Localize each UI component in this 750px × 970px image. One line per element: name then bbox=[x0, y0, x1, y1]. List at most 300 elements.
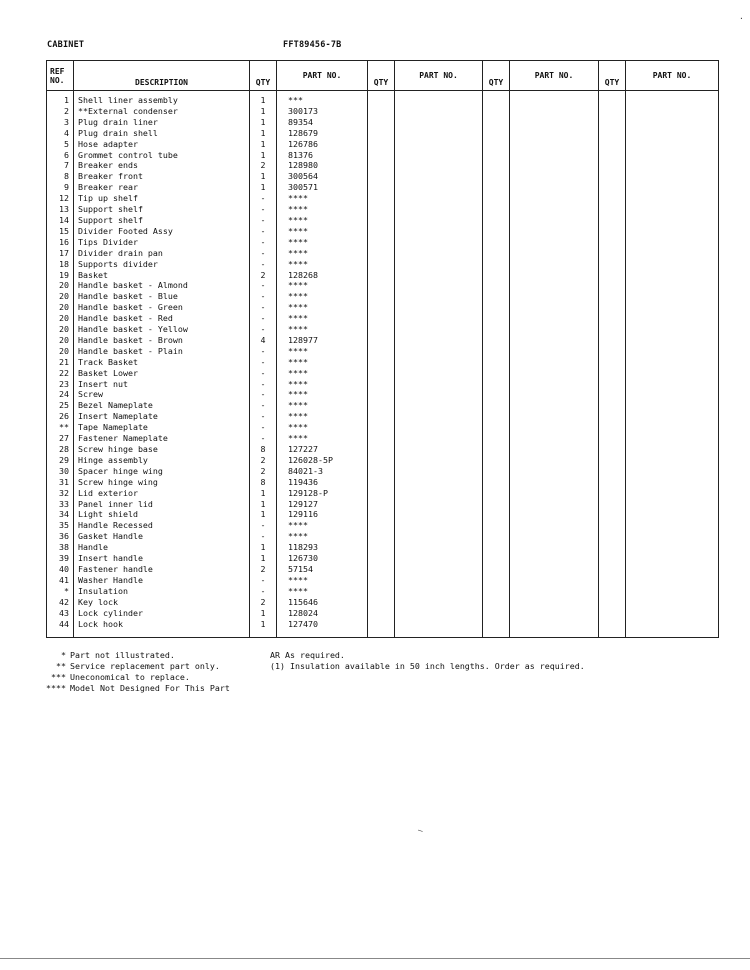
part-no-cell: 128024 bbox=[277, 608, 368, 619]
empty-cell bbox=[395, 160, 483, 171]
empty-cell bbox=[626, 542, 719, 553]
description-cell: Screw hinge base bbox=[74, 444, 250, 455]
ref-no-cell: 3 bbox=[47, 117, 74, 128]
empty-cell bbox=[395, 379, 483, 390]
footnote-symbol: * bbox=[61, 650, 66, 660]
empty-cell bbox=[483, 346, 510, 357]
empty-cell bbox=[599, 379, 626, 390]
footnote-text: Model Not Designed For This Part bbox=[70, 682, 230, 693]
qty-cell: 2 bbox=[250, 597, 277, 608]
ref-no-cell: ** bbox=[47, 422, 74, 433]
empty-cell bbox=[510, 291, 599, 302]
empty-cell bbox=[395, 433, 483, 444]
table-row bbox=[47, 324, 719, 335]
empty-cell bbox=[368, 477, 395, 488]
empty-cell bbox=[483, 128, 510, 139]
qty-cell: 1 bbox=[250, 619, 277, 630]
header-part-no: PART NO. bbox=[510, 61, 599, 91]
part-no-cell: 118293 bbox=[277, 542, 368, 553]
empty-cell bbox=[599, 542, 626, 553]
qty-cell: 8 bbox=[250, 477, 277, 488]
empty-cell bbox=[395, 193, 483, 204]
ref-no-cell: 20 bbox=[47, 346, 74, 357]
part-no-cell: **** bbox=[277, 215, 368, 226]
description-cell: Handle basket - Green bbox=[74, 302, 250, 313]
table-row bbox=[47, 586, 719, 597]
empty-cell bbox=[395, 509, 483, 520]
qty-cell: - bbox=[250, 302, 277, 313]
empty-cell bbox=[599, 499, 626, 510]
table-row bbox=[47, 575, 719, 586]
footnote-item bbox=[40, 650, 230, 661]
ref-no-cell: 25 bbox=[47, 400, 74, 411]
footnotes-legend bbox=[40, 650, 230, 694]
empty-cell bbox=[599, 477, 626, 488]
empty-cell bbox=[626, 389, 719, 400]
empty-cell bbox=[510, 324, 599, 335]
ref-no-cell: 30 bbox=[47, 466, 74, 477]
part-no-cell: **** bbox=[277, 248, 368, 259]
empty-cell bbox=[626, 509, 719, 520]
empty-cell bbox=[483, 106, 510, 117]
ref-no-cell: 24 bbox=[47, 389, 74, 400]
empty-cell bbox=[395, 400, 483, 411]
empty-cell bbox=[395, 477, 483, 488]
empty-cell bbox=[368, 542, 395, 553]
empty-cell bbox=[368, 280, 395, 291]
empty-cell bbox=[510, 400, 599, 411]
table-row bbox=[47, 608, 719, 619]
empty-cell bbox=[368, 313, 395, 324]
empty-cell bbox=[395, 259, 483, 270]
ref-no-cell: 29 bbox=[47, 455, 74, 466]
empty-cell bbox=[626, 477, 719, 488]
part-no-cell: **** bbox=[277, 313, 368, 324]
description-cell: Handle basket - Blue bbox=[74, 291, 250, 302]
ref-no-cell: 27 bbox=[47, 433, 74, 444]
footnote-item bbox=[40, 672, 230, 683]
qty-cell: 2 bbox=[250, 160, 277, 171]
description-cell: Basket Lower bbox=[74, 368, 250, 379]
empty-cell bbox=[368, 357, 395, 368]
description-cell: Insert nut bbox=[74, 379, 250, 390]
footnote-text: Uneconomical to replace. bbox=[70, 671, 190, 682]
empty-cell bbox=[626, 106, 719, 117]
table-row bbox=[47, 619, 719, 630]
page-title: CABINET bbox=[47, 40, 85, 50]
description-cell: Shell liner assembly bbox=[74, 91, 250, 106]
empty-cell bbox=[395, 226, 483, 237]
empty-cell bbox=[599, 520, 626, 531]
empty-cell bbox=[483, 520, 510, 531]
table-row bbox=[47, 466, 719, 477]
empty-cell bbox=[626, 91, 719, 106]
empty-cell bbox=[510, 444, 599, 455]
empty-cell bbox=[483, 259, 510, 270]
ref-no-cell: 2 bbox=[47, 106, 74, 117]
scan-edge-line bbox=[0, 958, 750, 959]
empty-cell bbox=[395, 422, 483, 433]
empty-cell bbox=[483, 597, 510, 608]
ref-no-cell: 20 bbox=[47, 280, 74, 291]
table-row bbox=[47, 259, 719, 270]
empty-cell bbox=[599, 411, 626, 422]
empty-cell bbox=[599, 444, 626, 455]
ref-no-cell: 21 bbox=[47, 357, 74, 368]
empty-cell bbox=[483, 171, 510, 182]
ref-no-cell: 33 bbox=[47, 499, 74, 510]
empty-cell bbox=[483, 302, 510, 313]
empty-cell bbox=[395, 608, 483, 619]
empty-cell bbox=[368, 411, 395, 422]
empty-cell bbox=[510, 128, 599, 139]
empty-cell bbox=[483, 509, 510, 520]
part-no-cell: **** bbox=[277, 379, 368, 390]
empty-cell bbox=[483, 291, 510, 302]
qty-cell: - bbox=[250, 204, 277, 215]
footnotes-extra bbox=[270, 650, 585, 672]
description-cell: Grommet control tube bbox=[74, 150, 250, 161]
empty-cell bbox=[626, 117, 719, 128]
ref-no-cell: 20 bbox=[47, 335, 74, 346]
empty-cell bbox=[395, 204, 483, 215]
ref-no-cell: 1 bbox=[47, 91, 74, 106]
empty-cell bbox=[483, 182, 510, 193]
qty-cell: - bbox=[250, 379, 277, 390]
empty-cell bbox=[368, 270, 395, 281]
table-row bbox=[47, 597, 719, 608]
description-cell: Handle basket - Yellow bbox=[74, 324, 250, 335]
empty-cell bbox=[368, 91, 395, 106]
empty-cell bbox=[599, 509, 626, 520]
description-cell: Insert handle bbox=[74, 553, 250, 564]
footnote-item bbox=[40, 661, 230, 672]
header-qty: QTY bbox=[368, 61, 395, 91]
description-cell: Gasket Handle bbox=[74, 531, 250, 542]
empty-cell bbox=[510, 477, 599, 488]
part-no-cell: **** bbox=[277, 575, 368, 586]
description-cell: Panel inner lid bbox=[74, 499, 250, 510]
table-row bbox=[47, 346, 719, 357]
empty-cell bbox=[368, 248, 395, 259]
part-no-cell: 89354 bbox=[277, 117, 368, 128]
empty-cell bbox=[483, 226, 510, 237]
empty-cell bbox=[368, 346, 395, 357]
empty-cell bbox=[395, 139, 483, 150]
part-no-cell: **** bbox=[277, 433, 368, 444]
qty-cell: - bbox=[250, 411, 277, 422]
empty-cell bbox=[599, 150, 626, 161]
description-cell: Divider drain pan bbox=[74, 248, 250, 259]
empty-cell bbox=[626, 291, 719, 302]
empty-cell bbox=[368, 520, 395, 531]
part-no-cell: 129116 bbox=[277, 509, 368, 520]
table-row bbox=[47, 139, 719, 150]
empty-cell bbox=[510, 346, 599, 357]
empty-cell bbox=[395, 553, 483, 564]
empty-cell bbox=[626, 422, 719, 433]
table-row bbox=[47, 488, 719, 499]
empty-cell bbox=[483, 215, 510, 226]
empty-cell bbox=[510, 368, 599, 379]
footnote-symbol: **** bbox=[46, 682, 66, 693]
header-description: DESCRIPTION bbox=[74, 61, 250, 91]
empty-cell bbox=[510, 335, 599, 346]
table-row bbox=[47, 444, 719, 455]
empty-cell bbox=[599, 368, 626, 379]
empty-cell bbox=[368, 619, 395, 630]
empty-cell bbox=[510, 248, 599, 259]
empty-cell bbox=[483, 422, 510, 433]
ref-no-cell: 6 bbox=[47, 150, 74, 161]
empty-cell bbox=[395, 531, 483, 542]
table-row bbox=[47, 302, 719, 313]
description-cell: Breaker rear bbox=[74, 182, 250, 193]
ref-no-cell: 35 bbox=[47, 520, 74, 531]
empty-cell bbox=[510, 150, 599, 161]
empty-cell bbox=[483, 280, 510, 291]
empty-cell bbox=[626, 171, 719, 182]
empty-cell bbox=[599, 433, 626, 444]
empty-cell bbox=[510, 389, 599, 400]
empty-cell bbox=[395, 150, 483, 161]
empty-cell bbox=[368, 389, 395, 400]
part-no-cell: 126730 bbox=[277, 553, 368, 564]
qty-cell: - bbox=[250, 226, 277, 237]
part-no-cell: 81376 bbox=[277, 150, 368, 161]
empty-cell bbox=[395, 91, 483, 106]
empty-cell bbox=[395, 182, 483, 193]
description-cell: Plug drain shell bbox=[74, 128, 250, 139]
empty-cell bbox=[626, 379, 719, 390]
empty-cell bbox=[599, 139, 626, 150]
empty-cell bbox=[483, 433, 510, 444]
empty-cell bbox=[368, 204, 395, 215]
empty-cell bbox=[368, 531, 395, 542]
part-no-cell: **** bbox=[277, 302, 368, 313]
empty-cell bbox=[483, 335, 510, 346]
table-row bbox=[47, 455, 719, 466]
scan-speck: · bbox=[739, 14, 744, 23]
empty-cell bbox=[599, 117, 626, 128]
header-part-no: PART NO. bbox=[626, 61, 719, 91]
qty-cell: 1 bbox=[250, 171, 277, 182]
empty-cell bbox=[626, 411, 719, 422]
part-no-cell: 300571 bbox=[277, 182, 368, 193]
ref-no-cell: 38 bbox=[47, 542, 74, 553]
empty-cell bbox=[368, 499, 395, 510]
description-cell: Track Basket bbox=[74, 357, 250, 368]
qty-cell: 1 bbox=[250, 553, 277, 564]
empty-cell bbox=[483, 270, 510, 281]
empty-cell bbox=[395, 455, 483, 466]
empty-cell bbox=[483, 324, 510, 335]
empty-cell bbox=[510, 302, 599, 313]
description-cell: Handle basket - Red bbox=[74, 313, 250, 324]
empty-cell bbox=[368, 150, 395, 161]
ref-no-cell: 9 bbox=[47, 182, 74, 193]
empty-cell bbox=[368, 597, 395, 608]
empty-cell bbox=[395, 302, 483, 313]
qty-cell: 1 bbox=[250, 117, 277, 128]
empty-cell bbox=[368, 586, 395, 597]
header-part-no: PART NO. bbox=[395, 61, 483, 91]
empty-cell bbox=[626, 182, 719, 193]
empty-cell bbox=[626, 248, 719, 259]
qty-cell: 1 bbox=[250, 488, 277, 499]
empty-cell bbox=[599, 106, 626, 117]
empty-cell bbox=[47, 629, 74, 638]
empty-cell bbox=[626, 444, 719, 455]
qty-cell: 1 bbox=[250, 91, 277, 106]
empty-cell bbox=[483, 368, 510, 379]
ref-no-cell: 41 bbox=[47, 575, 74, 586]
empty-cell bbox=[599, 280, 626, 291]
empty-cell bbox=[483, 455, 510, 466]
empty-cell bbox=[368, 488, 395, 499]
qty-cell: - bbox=[250, 357, 277, 368]
description-cell: Divider Footed Assy bbox=[74, 226, 250, 237]
table-row bbox=[47, 379, 719, 390]
empty-cell bbox=[599, 128, 626, 139]
part-no-cell: **** bbox=[277, 422, 368, 433]
empty-cell bbox=[626, 335, 719, 346]
qty-cell: - bbox=[250, 346, 277, 357]
empty-cell bbox=[483, 531, 510, 542]
qty-cell: - bbox=[250, 324, 277, 335]
empty-cell bbox=[395, 619, 483, 630]
table-row bbox=[47, 542, 719, 553]
empty-cell bbox=[277, 629, 368, 638]
table-row bbox=[47, 520, 719, 531]
qty-cell: - bbox=[250, 248, 277, 259]
part-no-cell: 57154 bbox=[277, 564, 368, 575]
empty-cell bbox=[368, 422, 395, 433]
part-no-cell: **** bbox=[277, 411, 368, 422]
empty-cell bbox=[368, 237, 395, 248]
description-cell: Handle Recessed bbox=[74, 520, 250, 531]
parts-table-body bbox=[47, 91, 719, 638]
table-row bbox=[47, 226, 719, 237]
empty-cell bbox=[395, 466, 483, 477]
qty-cell: 1 bbox=[250, 509, 277, 520]
table-row bbox=[47, 357, 719, 368]
empty-cell bbox=[483, 117, 510, 128]
qty-cell: - bbox=[250, 280, 277, 291]
qty-cell: - bbox=[250, 433, 277, 444]
description-cell: Hose adapter bbox=[74, 139, 250, 150]
empty-cell bbox=[483, 237, 510, 248]
part-no-cell: **** bbox=[277, 520, 368, 531]
ref-no-cell: 14 bbox=[47, 215, 74, 226]
empty-cell bbox=[395, 564, 483, 575]
empty-cell bbox=[626, 455, 719, 466]
empty-cell bbox=[626, 357, 719, 368]
empty-cell bbox=[510, 182, 599, 193]
empty-cell bbox=[483, 379, 510, 390]
empty-cell bbox=[368, 455, 395, 466]
ref-no-cell: 40 bbox=[47, 564, 74, 575]
empty-cell bbox=[626, 226, 719, 237]
part-no-cell: 128679 bbox=[277, 128, 368, 139]
table-row bbox=[47, 270, 719, 281]
empty-cell bbox=[368, 608, 395, 619]
ref-no-cell: * bbox=[47, 586, 74, 597]
description-cell: Basket bbox=[74, 270, 250, 281]
empty-cell bbox=[483, 91, 510, 106]
empty-cell bbox=[510, 171, 599, 182]
empty-cell bbox=[599, 193, 626, 204]
ref-no-cell: 19 bbox=[47, 270, 74, 281]
qty-cell: 8 bbox=[250, 444, 277, 455]
empty-cell bbox=[510, 499, 599, 510]
empty-cell bbox=[368, 335, 395, 346]
table-row bbox=[47, 553, 719, 564]
empty-cell bbox=[510, 237, 599, 248]
table-row bbox=[47, 389, 719, 400]
footnote-item: (1) Insulation available in 50 inch lengths. Order as required. bbox=[270, 660, 585, 671]
qty-cell: - bbox=[250, 368, 277, 379]
empty-cell bbox=[626, 553, 719, 564]
empty-cell bbox=[510, 117, 599, 128]
empty-cell bbox=[483, 411, 510, 422]
empty-cell bbox=[395, 357, 483, 368]
header-qty: QTY bbox=[599, 61, 626, 91]
table-bottom-row bbox=[47, 629, 719, 638]
part-no-cell: 119436 bbox=[277, 477, 368, 488]
empty-cell bbox=[368, 575, 395, 586]
footnote-item: AR As required. bbox=[270, 650, 345, 660]
empty-cell bbox=[626, 237, 719, 248]
table-row bbox=[47, 509, 719, 520]
description-cell: Support shelf bbox=[74, 215, 250, 226]
table-row bbox=[47, 313, 719, 324]
table-row bbox=[47, 117, 719, 128]
empty-cell bbox=[599, 346, 626, 357]
empty-cell bbox=[626, 150, 719, 161]
empty-cell bbox=[368, 553, 395, 564]
ref-no-cell: 20 bbox=[47, 302, 74, 313]
table-row bbox=[47, 91, 719, 106]
part-no-cell: **** bbox=[277, 237, 368, 248]
empty-cell bbox=[626, 466, 719, 477]
empty-cell bbox=[395, 106, 483, 117]
part-no-cell: **** bbox=[277, 324, 368, 335]
description-cell: Support shelf bbox=[74, 204, 250, 215]
ref-no-cell: 23 bbox=[47, 379, 74, 390]
qty-cell: - bbox=[250, 389, 277, 400]
qty-cell: 1 bbox=[250, 106, 277, 117]
empty-cell bbox=[510, 542, 599, 553]
empty-cell bbox=[599, 313, 626, 324]
part-no-cell: **** bbox=[277, 204, 368, 215]
footnote-symbol: ** bbox=[56, 660, 66, 671]
ref-no-cell: 20 bbox=[47, 313, 74, 324]
empty-cell bbox=[395, 586, 483, 597]
part-no-cell: 84021-3 bbox=[277, 466, 368, 477]
qty-cell: 1 bbox=[250, 499, 277, 510]
empty-cell bbox=[395, 629, 483, 638]
empty-cell bbox=[368, 171, 395, 182]
empty-cell bbox=[510, 226, 599, 237]
empty-cell bbox=[626, 629, 719, 638]
empty-cell bbox=[626, 575, 719, 586]
qty-cell: - bbox=[250, 291, 277, 302]
empty-cell bbox=[510, 619, 599, 630]
empty-cell bbox=[368, 106, 395, 117]
part-no-cell: 300173 bbox=[277, 106, 368, 117]
empty-cell bbox=[395, 520, 483, 531]
